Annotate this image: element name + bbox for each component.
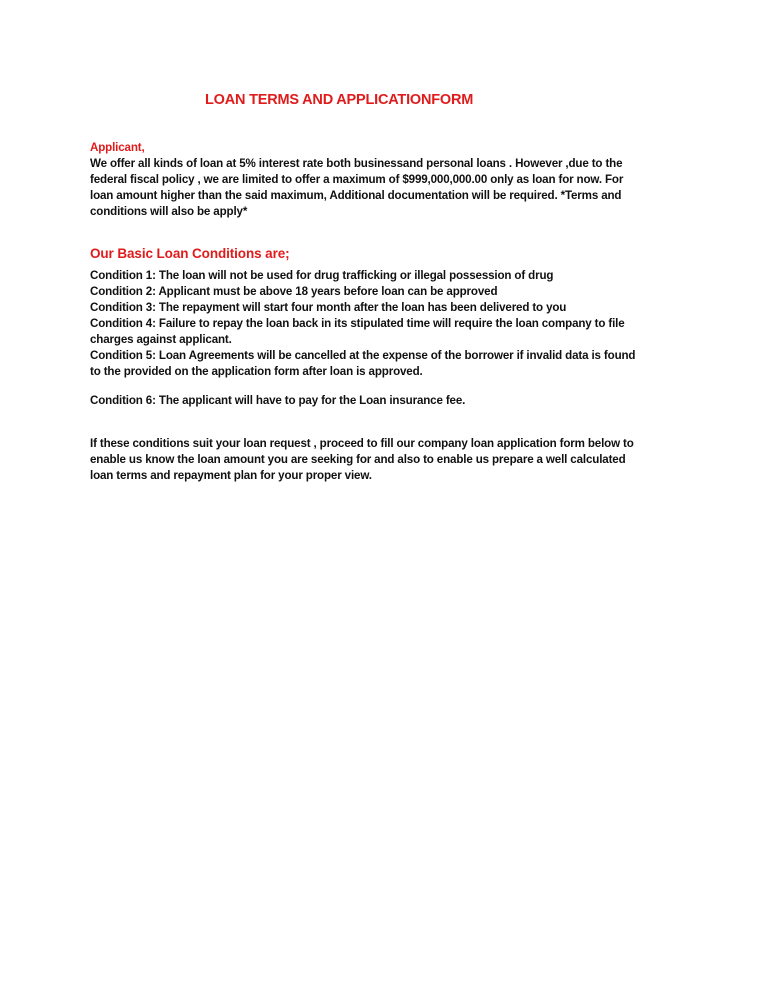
conditions-list [90, 268, 680, 380]
intro-paragraph [90, 140, 680, 220]
condition-line: Condition 4: Failure to repay the loan back in its stipulated time will require the loan company to file [90, 317, 625, 330]
closing-line: enable us know the loan amount you are seeking for and also to enable us prepare a well calculated [90, 453, 626, 466]
document-title: LOAN TERMS AND APPLICATIONFORM [205, 92, 474, 108]
salutation: Applicant, [90, 141, 145, 154]
condition-line: Condition 5: Loan Agreements will be cancelled at the expense of the borrower if invalid data is found [90, 349, 636, 362]
intro-line: federal fiscal policy , we are limited to offer a maximum of $999,000,000.00 only as loan for now. For [90, 173, 624, 186]
intro-line: We offer all kinds of loan at 5% interest rate both businessand personal loans . However ,due to the [90, 157, 623, 170]
condition-line: Condition 3: The repayment will start four month after the loan has been delivered to you [90, 301, 567, 314]
condition-line: Condition 6: The applicant will have to pay for the Loan insurance fee. [90, 394, 466, 407]
intro-line: conditions will also be apply* [90, 205, 248, 218]
condition-6 [90, 393, 680, 409]
conditions-heading: Our Basic Loan Conditions are; [90, 246, 290, 261]
condition-line: to the provided on the application form after loan is approved. [90, 365, 423, 378]
closing-line: If these conditions suit your loan request , proceed to fill our company loan application form below to [90, 437, 634, 450]
closing-line: loan terms and repayment plan for your proper view. [90, 469, 372, 482]
closing-paragraph [90, 436, 680, 484]
condition-line: Condition 2: Applicant must be above 18 years before loan can be approved [90, 285, 498, 298]
condition-line: charges against applicant. [90, 333, 232, 346]
intro-line: loan amount higher than the said maximum, Additional documentation will be required. *Terms and [90, 189, 622, 202]
condition-line: Condition 1: The loan will not be used for drug trafficking or illegal possession of drug [90, 269, 554, 282]
